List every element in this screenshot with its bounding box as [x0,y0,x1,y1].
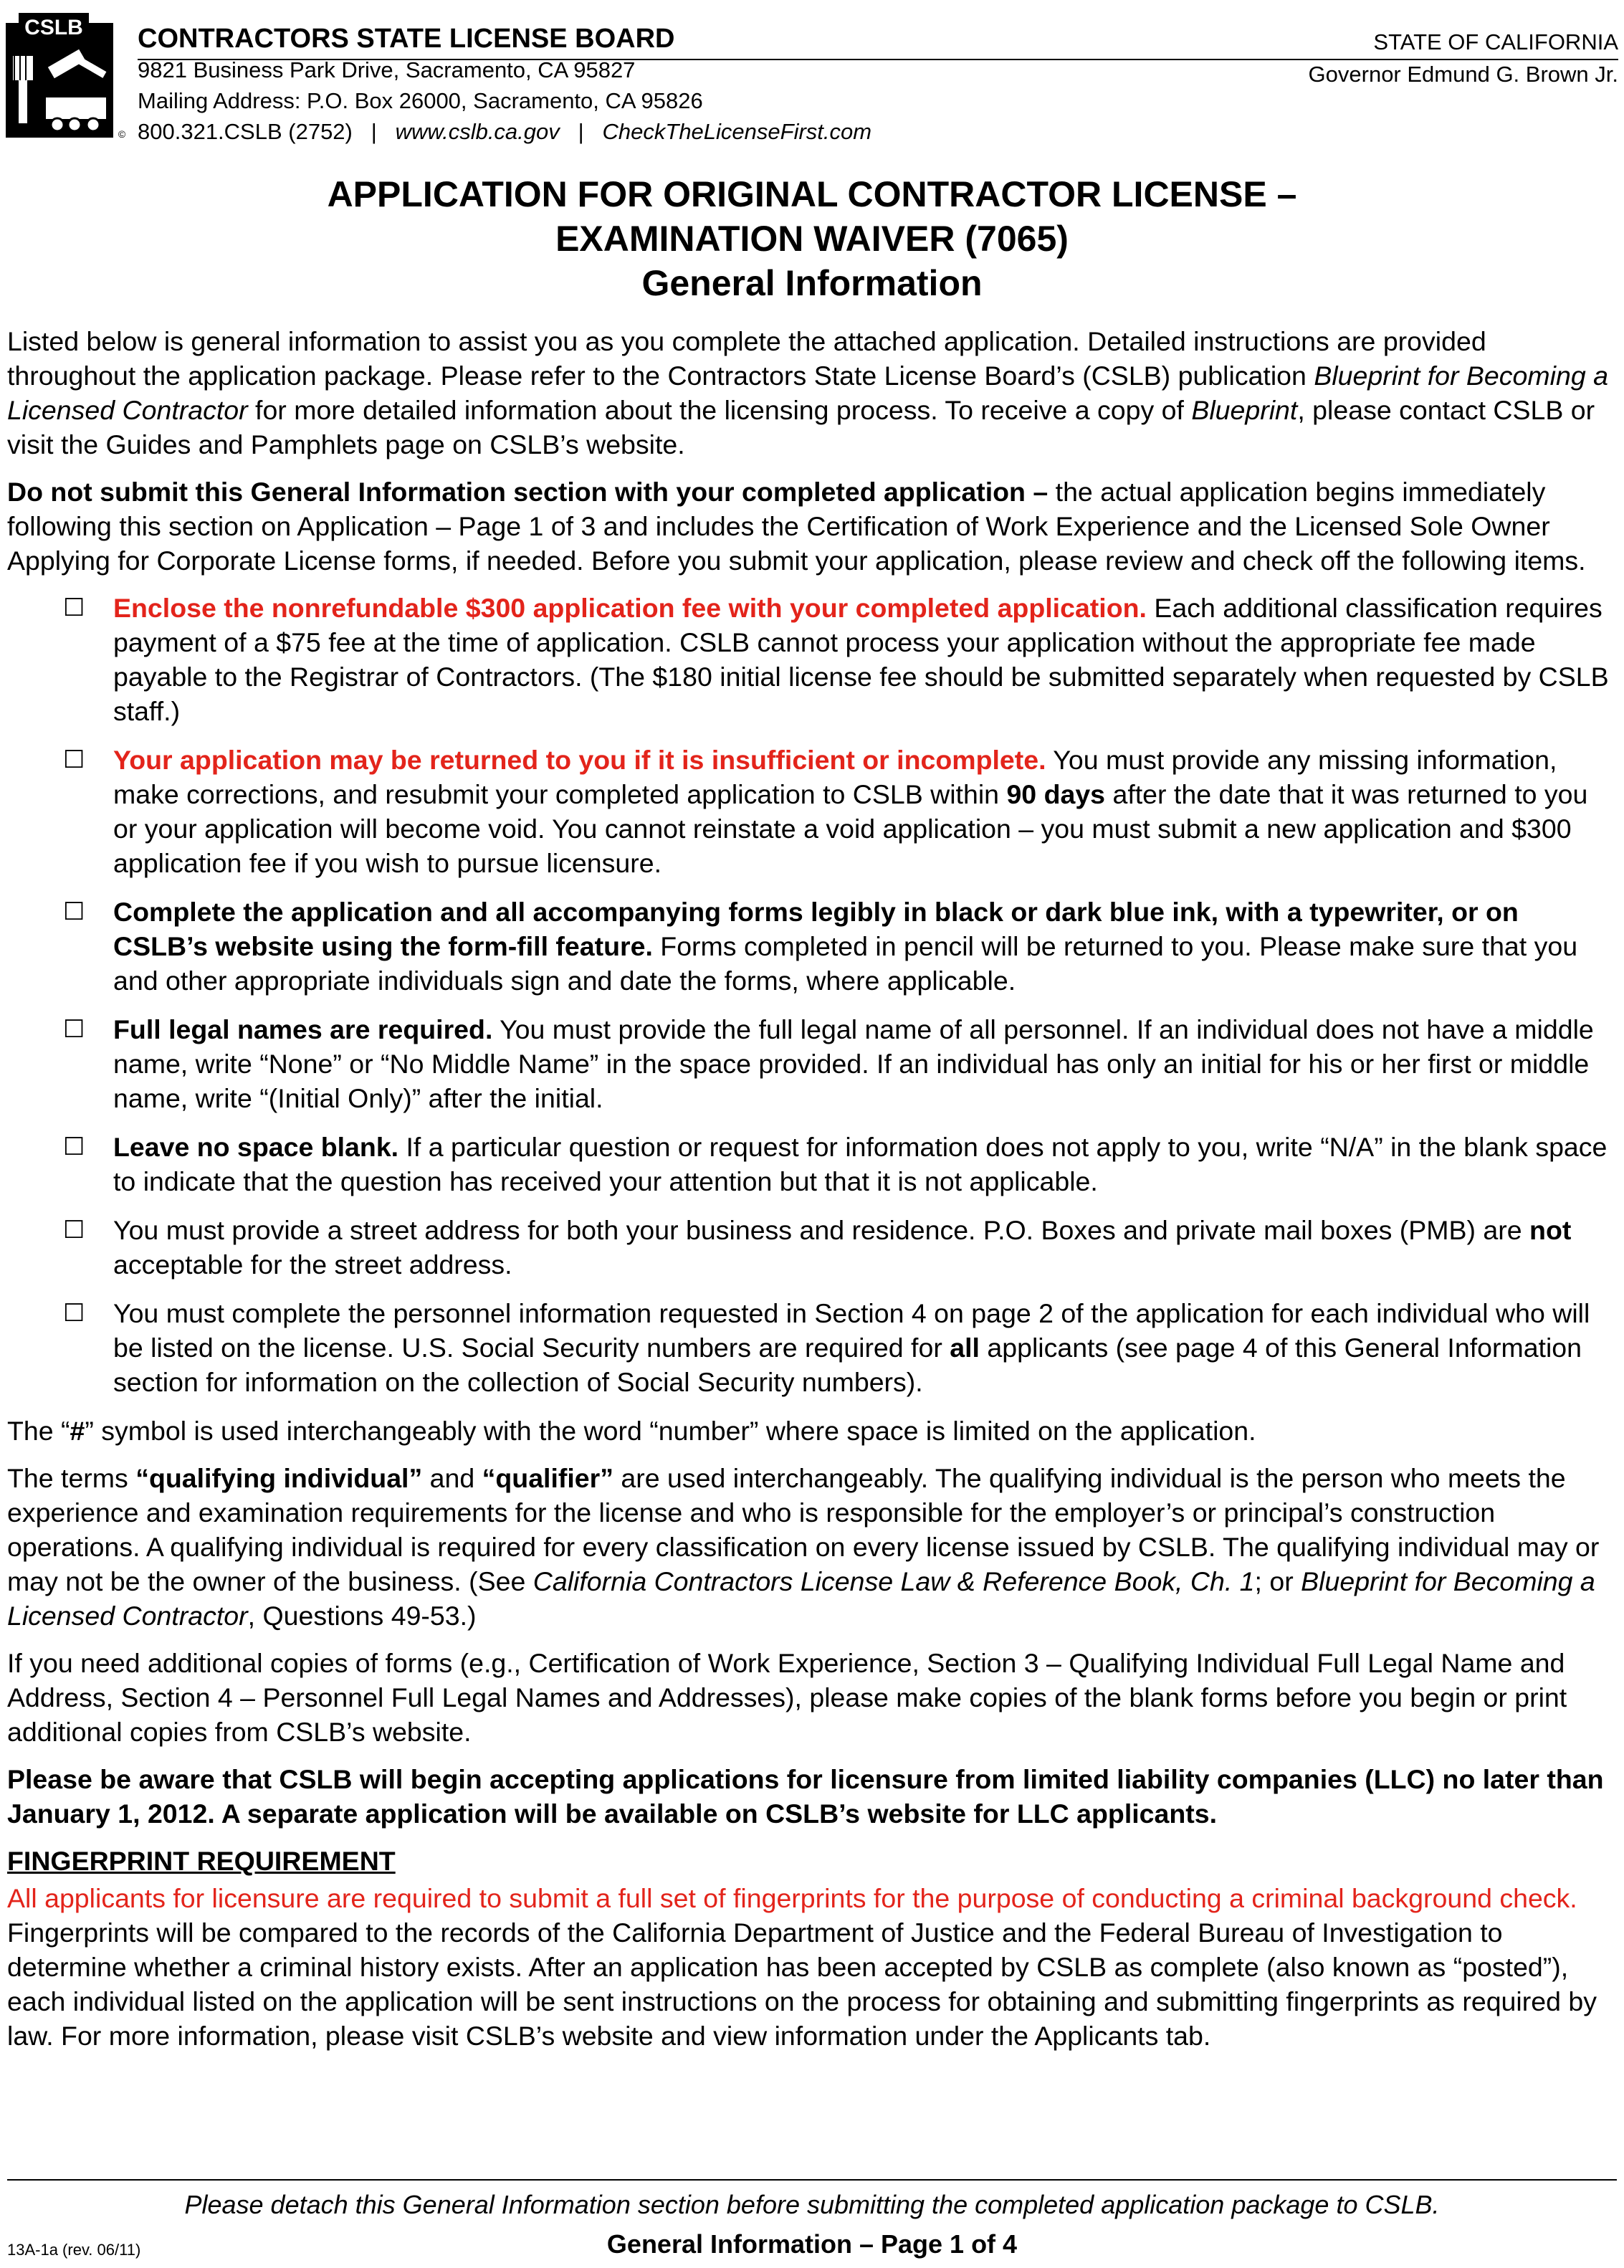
header-contact [138,23,1055,147]
title-line-1: APPLICATION FOR ORIGINAL CONTRACTOR LICENSE – [327,174,1297,214]
website-link[interactable]: www.cslb.ca.gov [395,119,560,144]
checkbox-icon[interactable]: ☐ [63,1216,85,1244]
checkbox-icon[interactable]: ☐ [63,1016,85,1043]
mailing-address: Mailing Address: P.O. Box 26000, Sacramento, CA 95826 [138,88,703,113]
checklist-item-returned: ☐ Your application may be returned to you if it is insufficient or incomplete. You must provide any missing information, make corrections, and resubmit your completed application to CSLB within 90 days after the date that it was returned to you or your application will become void. You cannot reinstate a void application – you must submit a new application and $300 application fee if you wish to pursue licensure. [7,743,1613,880]
checklist-item-legible: ☐ Complete the application and all accompanying forms legibly in black or dark blue ink, with a typewriter, or on CSLB’s website using the form-fill feature. Forms completed in pencil will be returned to you. Please make sure that you and other appropriate individuals sign and date the forms, where applicable. [7,895,1613,998]
fingerprint-paragraph: All applicants for licensure are required to submit a full set of fingerprints for the purpose of conducting a criminal background check. Fingerprints will be compared to the records of the California Department of Justice and the Federal Bureau of Investigation to determine whether a criminal history exists. After an application has been accepted by CSLB as complete (also known as “posted”), each individual listed on the application will be sent instructions on the process for obtaining and submitting fingerprints as required by law. For more information, please visit CSLB’s website and view information under the Applicants tab. [7,1883,1597,2051]
checkbox-icon[interactable]: ☐ [63,1133,85,1161]
copies-paragraph: If you need additional copies of forms (e.g., Certification of Work Experience, Section 3 – Qualifying Individual Full Legal Name and Address, Section 4 – Personnel Full Legal Names and Addresses), please make copies of the blank forms before you begin or print additional copies from CSLB’s website. [7,1648,1567,1747]
governor-name: Governor Edmund G. Brown Jr. [1308,62,1618,87]
checkbox-icon[interactable]: ☐ [63,1300,85,1327]
header-state [1309,26,1618,90]
contact-line [138,116,1055,147]
intro-paragraph: Listed below is general information to assist you as you complete the attached application. Detailed instructions are provided throughout the application package. Please refer to the Contractors State License Board’s (CSLB) publication Blueprint for Becoming a Licensed Contractor for more detailed information about the licensing process. To receive a copy of Blueprint, please contact CSLB or visit the Guides and Pamphlets page on CSLB’s website. [7,326,1608,459]
form-number: 13A-1a (rev. 06/11) [7,2241,141,2259]
separator: | [578,119,584,144]
document-title [0,172,1624,305]
checklist-item-no-blank: ☐ Leave no space blank. If a particular question or request for information does not apply to you, write “N/A” in the blank space to indicate that the question has received your attention but that it is not applicable. [7,1130,1613,1199]
footer-divider [7,2179,1617,2181]
svg-text:©: © [118,128,126,140]
state-name: STATE OF CALIFORNIA [1373,29,1618,54]
checkbox-icon[interactable]: ☐ [63,898,85,925]
document-body [7,324,1613,2066]
checklist-item-personnel: ☐ You must complete the personnel information requested in Section 4 on page 2 of the application for each individual who will be listed on the license. U.S. Social Security numbers are required for all applicants (see page 4 of this General Information section for information on the collection of Social Security numbers). [7,1296,1613,1399]
detach-note: Please detach this General Information section before submitting the completed application package to CSLB. [184,2190,1440,2219]
title-line-3: General Information [641,263,983,303]
checkbox-icon[interactable]: ☐ [63,594,85,621]
symbol-paragraph: The “#” symbol is used interchangeably with the word “number” where space is limited on the application. [7,1416,1256,1446]
checklist-item-fee: ☐ Enclose the nonrefundable $300 application fee with your completed application. Each additional classification requires payment of a $75 fee at the time of application. CSLB cannot process your application without the appropriate fee made payable to the Registrar of Contractors. (The $180 initial license fee should be submitted separately when requested by CSLB staff.) [7,591,1613,728]
board-name: CONTRACTORS STATE LICENSE BOARD [138,24,675,54]
phone-number: 800.321.CSLB (2752) [138,119,353,144]
checklist-item-street-address: ☐ You must provide a street address for both your business and residence. P.O. Boxes and private mail boxes (PMB) are not acceptable for the street address. [7,1213,1613,1282]
street-address: 9821 Business Park Drive, Sacramento, CA 95827 [138,57,636,82]
llc-notice: Please be aware that CSLB will begin accepting applications for licensure from limited liability companies (LLC) no later than January 1, 2012. A separate application will be available on CSLB’s website for LLC applicants. [7,1764,1604,1829]
checkbox-icon[interactable]: ☐ [63,746,85,773]
page-indicator: General Information – Page 1 of 4 [606,2229,1018,2259]
title-line-2: EXAMINATION WAIVER (7065) [555,219,1069,259]
checklist-item-legal-names: ☐ Full legal names are required. You must provide the full legal name of all personnel. If an individual does not have a middle name, write “None” or “No Middle Name” in the space provided. If an individual has only an initial for his or her first or middle name, write “(Initial Only)” after the initial. [7,1012,1613,1115]
fingerprint-heading: FINGERPRINT REQUIREMENT [7,1846,396,1876]
terms-paragraph: The terms “qualifying individual” and “qualifier” are used interchangeably. The qualifying individual is the person who meets the experience and examination requirements for the license and who is responsible for the employer’s or principal’s construction operations. A qualifying individual is required for every classification on every license issued by CSLB. The qualifying individual may or may not be the owner of the business. (See California Contractors License Law & Reference Book, Ch. 1; or Blueprint for Becoming a Licensed Contractor, Questions 49-53.) [7,1463,1600,1631]
cslb-logo [6,13,128,140]
do-not-submit-paragraph: Do not submit this General Information section with your completed application – the actual application begins immediately following this section on Application – Page 1 of 3 and includes the Certification of Work Experience and the Licensed Sole Owner Applying for Corporate License forms, if needed. Before you submit your application, please review and check off the following items. [7,477,1586,576]
check-license-link[interactable]: CheckTheLicenseFirst.com [602,119,872,144]
separator: | [371,119,377,144]
svg-text:CSLB: CSLB [24,16,83,39]
